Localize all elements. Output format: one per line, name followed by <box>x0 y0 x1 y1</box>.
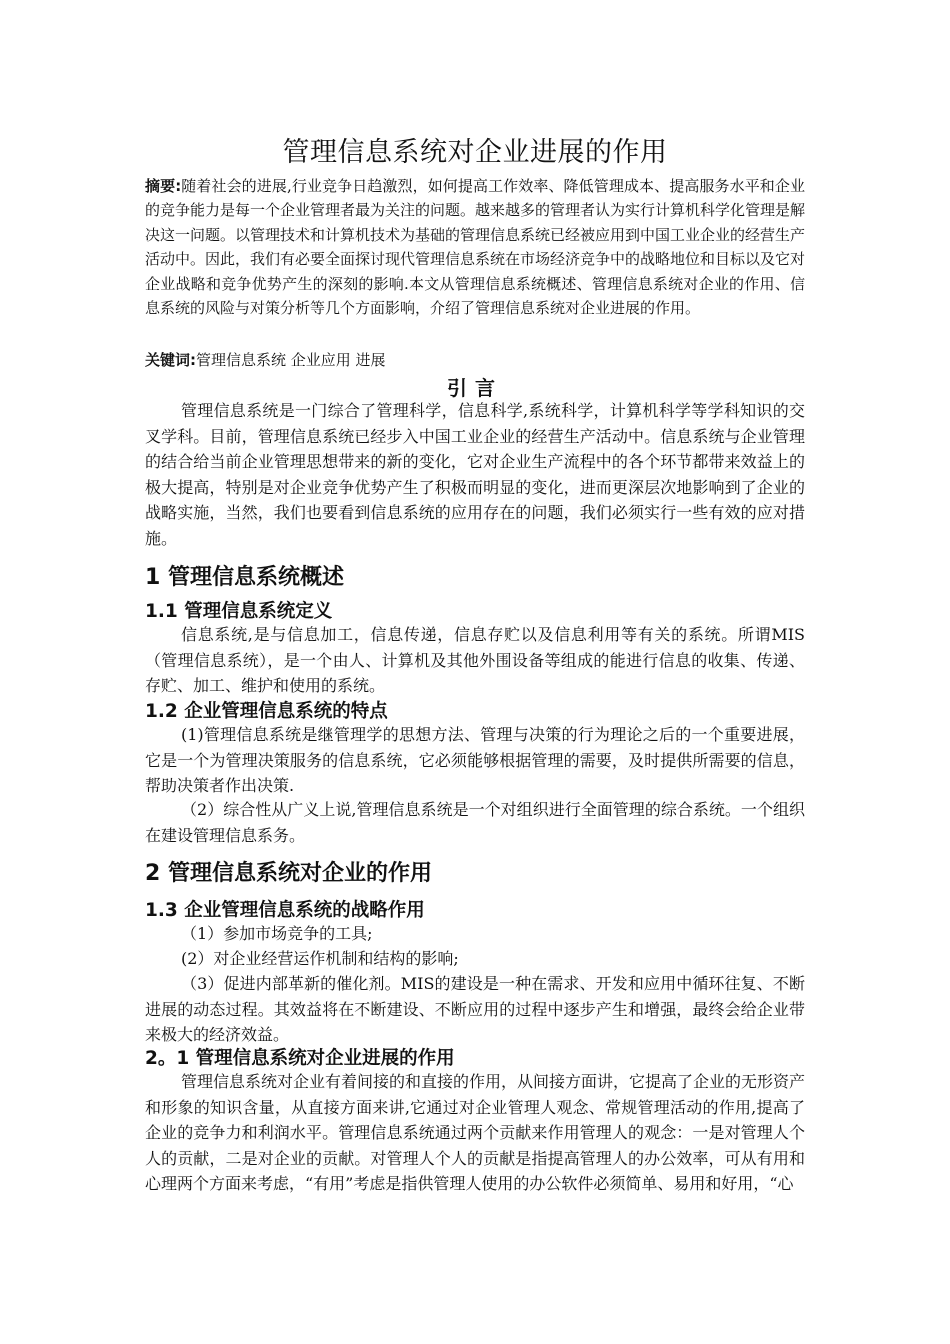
abstract-paragraph <box>145 174 805 320</box>
abstract-text: 随着社会的进展,行业竞争日趋激烈，如何提高工作效率、降低管理成本、提高服务水平和企业的竞争能力是每一个企业管理者最为关注的问题。越来越多的管理者认为实行计算机科学化管理是解决这一问题。以管理技术和计算机技术为基础的管理信息系统已经被应用到中国工业企业的经营生产活动中。因此，我们有必要全面探讨现代管理信息系统在市场经济竞争中的战略地位和目标以及它对企业战略和竞争优势产生的深刻的影响.本文从管理信息系统概述、管理信息系统对企业的作用、信息系统的风险与对策分析等几个方面影响，介绍了管理信息系统对企业进展的作用。 <box>145 177 806 318</box>
section-1-1-heading: 1.1 管理信息系统定义 <box>145 601 333 622</box>
section-1-3-item-3: （3）促进内部革新的催化剂。MIS的建设是一种在需求、开发和应用中循环往复、不断进展的动态过程。其效益将在不断建设、不断应用的过程中逐步产生和增强，最终会给企业带来极大的经济效益。 <box>145 974 805 1044</box>
section-1-2-paragraph-1: (1)管理信息系统是继管理学的思想方法、管理与决策的行为理论之后的一个重要进展，它是一个为管理决策服务的信息系统，它必须能够根据管理的需要，及时提供所需要的信息，帮助决策者作出决策. <box>145 725 805 795</box>
section-1-heading: 1 管理信息系统概述 <box>145 565 344 590</box>
intro-heading: 引言 <box>447 376 503 400</box>
section-1-2-heading: 1.2 企业管理信息系统的特点 <box>145 701 388 722</box>
section-1-1-paragraph: 信息系统,是与信息加工，信息传递，信息存贮以及信息利用等有关的系统。所谓MIS（管理信息系统），是一个由人、计算机及其他外围设备等组成的能进行信息的收集、传递、存贮、加工、维护和使用的系统。 <box>145 625 805 695</box>
section-2-1-paragraph: 管理信息系统对企业有着间接的和直接的作用，从间接方面讲，它提高了企业的无形资产和形象的知识含量，从直接方面来讲,它通过对企业管理人观念、常规管理活动的作用,提高了企业的竞争力和利润水平。管理信息系统通过两个贡献来作用管理人的观念：一是对管理人个人的贡献，二是对企业的贡献。对管理人个人的贡献是指提高管理人的办公效率，可从有用和心理两个方面来考虑，“有用”考虑是指供管理人使用的办公软件必须简单、易用和好用，“心 <box>145 1072 806 1193</box>
keywords-line <box>145 348 805 373</box>
keywords-text: 管理信息系统 企业应用 进展 <box>196 351 386 369</box>
document-title: 管理信息系统对企业进展的作用 <box>282 137 668 168</box>
section-1-3-item-2: (2）对企业经营运作机制和结构的影响; <box>181 949 459 968</box>
section-1-3-heading: 1.3 企业管理信息系统的战略作用 <box>145 900 425 921</box>
abstract-label: 摘要: <box>145 177 182 195</box>
section-1-3-item-1: （1）参加市场竞争的工具; <box>181 924 373 943</box>
section-1-2-paragraph-2: （2）综合性从广义上说,管理信息系统是一个对组织进行全面管理的综合系统。一个组织在建设管理信息系务。 <box>145 800 805 845</box>
intro-paragraph: 管理信息系统是一门综合了管理科学，信息科学,系统科学，计算机科学等学科知识的交叉学科。目前，管理信息系统已经步入中国工业企业的经营生产活动中。信息系统与企业管理的结合给当前企业管理思想带来的新的变化，它对企业生产流程中的各个环节都带来效益上的极大提高，特别是对企业竞争优势产生了积极而明显的变化，进而更深层次地影响到了企业的战略实施，当然，我们也要看到信息系统的应用存在的问题，我们必须实行一些有效的应对措施。 <box>145 401 805 548</box>
section-2-1-heading: 2。1 管理信息系统对企业进展的作用 <box>145 1048 455 1069</box>
keywords-label: 关键词: <box>145 351 196 369</box>
section-2-heading: 2 管理信息系统对企业的作用 <box>145 861 432 886</box>
